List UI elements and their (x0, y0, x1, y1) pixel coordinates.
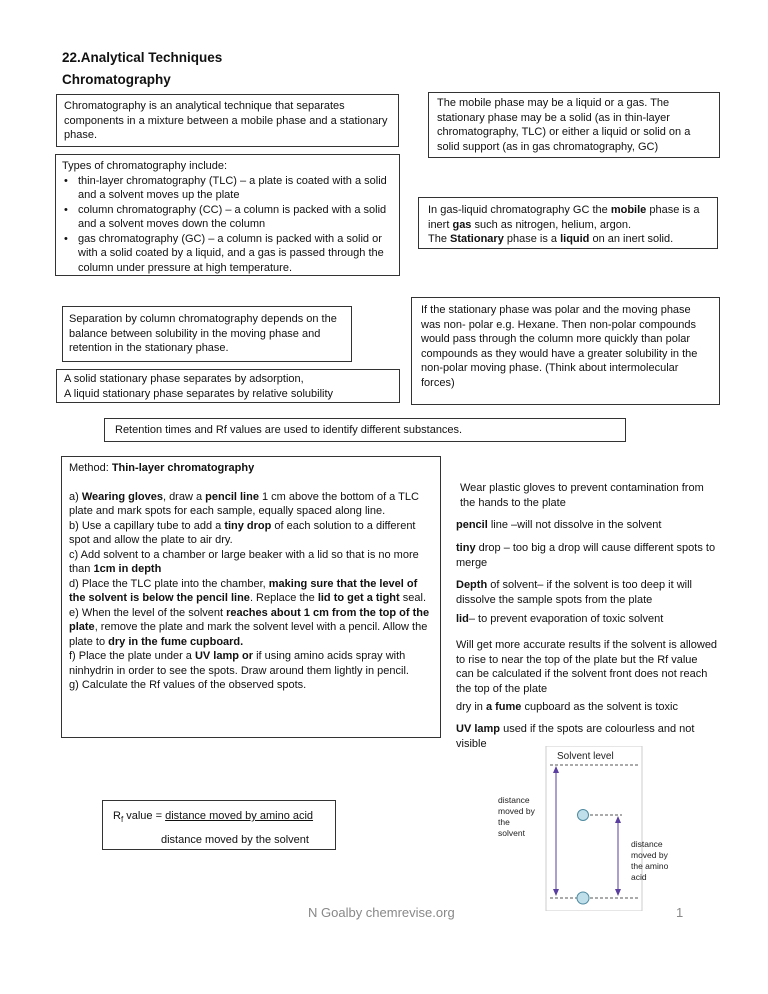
gc-text: phase is a inert (428, 204, 700, 231)
rf-formula-box (102, 800, 336, 850)
types-box (55, 154, 400, 276)
mobile-phase-box (428, 92, 720, 158)
rf-numerator: distance moved by amino acid (165, 810, 314, 822)
tlc-plate (546, 746, 642, 911)
gc-text: The (428, 233, 451, 245)
gc-bold: gas (452, 218, 472, 231)
mobile-phase-text: The mobile phase may be a liquid or a gas. The stationary phase may be a solid (as in thin-layer chromatography, TLC) or either a liquid or solid on a solid support (as in gas chromatography, GC) (437, 97, 691, 153)
method-step-b: b) Use a capillary tube to add a tiny drop of each solution to a different spot and allow the plate to air dry. (69, 519, 416, 546)
origin-spot (577, 892, 589, 904)
rf-formula-numerator-line: $R_f$ value = distance moved by amino acid (113, 810, 314, 825)
gc-text: on an inert solid. (589, 233, 674, 245)
note-gloves: Wear plastic gloves to prevent contamination from the hands to the plate (460, 482, 704, 509)
method-step-g: g) Calculate the Rf values of the observed spots. (69, 679, 307, 691)
method-step-f: f) Place the plate under a UV lamp or if using amino acids spray with ninhydrin in order to see the spots. Draw around them lightly in pencil. (69, 650, 409, 677)
gc-bold: Stationary (450, 233, 504, 245)
stationary-box (56, 369, 400, 403)
method-title-bold: Thin-layer chromatography (111, 462, 255, 474)
polar-box (411, 297, 720, 405)
page-number: 1 (676, 905, 684, 920)
right-distance-label: distance moved by the amino acid (631, 839, 669, 882)
method-title (69, 461, 433, 476)
note-lid: lid– to prevent evaporation of toxic solvent (456, 613, 664, 625)
note-accurate: Will get more accurate results if the solvent is allowed to rise to near the top of the plate but the Rf value can be calculated if the solvent front does not reach the top of the plate (456, 639, 718, 695)
left-distance-label: distance moved by the solvent (498, 795, 535, 838)
retention-box (104, 418, 626, 442)
gc-text: such as nitrogen, helium, argon. (471, 218, 632, 231)
footer-credit: N Goalby chemrevise.org (308, 905, 455, 920)
page-heading: 22.Analytical Techniques (62, 50, 223, 65)
types-intro: Types of chromatography include: (62, 160, 228, 172)
list-item: • thin-layer chromatography (TLC) – a plate is coated with a solid and a solvent moves up the plate (78, 174, 393, 203)
list-item: • gas chromatography (GC) – a column is packed with a solid or with a solid coated by a liquid, and a gas is passed through the column under pressure at high temperature. (78, 232, 393, 276)
stationary-line: A liquid stationary phase separates by relative solubility (64, 387, 334, 400)
note-fume: dry in a fume cupboard as the solvent is toxic (456, 701, 678, 713)
stationary-line: A solid stationary phase separates by adsorption, (64, 373, 304, 385)
column-text: Separation by column chromatography depends on the balance between solubility in the moving phase and retention in the stationary phase. (69, 313, 337, 354)
method-box (61, 456, 441, 738)
section-heading: Chromatography (62, 72, 171, 87)
gc-bold: mobile (610, 204, 647, 216)
definition-text: Chromatography is an analytical technique that separates components in a mixture between a mobile phase and a stationary phase. (64, 100, 388, 141)
method-step-a: a) Wearing gloves, draw a pencil line 1 cm above the bottom of a TLC plate and mark spots for each sample, equally spaced along line. (69, 490, 419, 517)
gc-box (418, 197, 718, 249)
column-box (62, 306, 352, 362)
rf-denominator: distance moved by the solvent (161, 834, 309, 847)
note-uv: UV lamp used if the spots are colourless and not visible (456, 723, 695, 750)
polar-text: If the stationary phase was polar and the moving phase was non- polar e.g. Hexane. Then non-polar compounds would pass through the column more quickly than polar compounds as they would have a greater solubility in the non-polar moving phase. (Think about intermolecular forces) (421, 304, 698, 389)
note-pencil: pencil line –will not dissolve in the solvent (456, 519, 662, 531)
solvent-level-label: Solvent level (557, 751, 614, 762)
gc-text: In gas-liquid chromatography GC the (428, 204, 611, 216)
gc-text: phase is a (503, 233, 561, 245)
list-item: • column chromatography (CC) – a column is packed with a solid and a solvent moves down the column (78, 203, 393, 232)
method-step-e: e) When the level of the solvent reaches about 1 cm from the top of the plate, remove the plate and mark the solvent level with a pencil. Allow the plate to dry in the fume cupboard. (69, 606, 430, 648)
note-depth: Depth of solvent– if the solvent is too deep it will dissolve the sample spots from the plate (456, 579, 693, 606)
definition-box (56, 94, 399, 147)
retention-text: Retention times and Rf values are used to identify different substances. (115, 424, 463, 436)
gc-bold: liquid (560, 233, 590, 245)
method-label: Method: (69, 462, 112, 474)
note-tiny-drop: tiny drop – too big a drop will cause different spots to merge (456, 542, 716, 569)
types-list (62, 174, 393, 276)
tlc-plate-diagram (494, 746, 694, 911)
amino-acid-spot (578, 810, 589, 821)
method-step-c: c) Add solvent to a chamber or large beaker with a lid so that is no more than 1cm in depth (69, 548, 419, 575)
method-step-d: d) Place the TLC plate into the chamber, making sure that the level of the solvent is below the pencil line. Replace the lid to get a tight seal. (69, 577, 426, 604)
